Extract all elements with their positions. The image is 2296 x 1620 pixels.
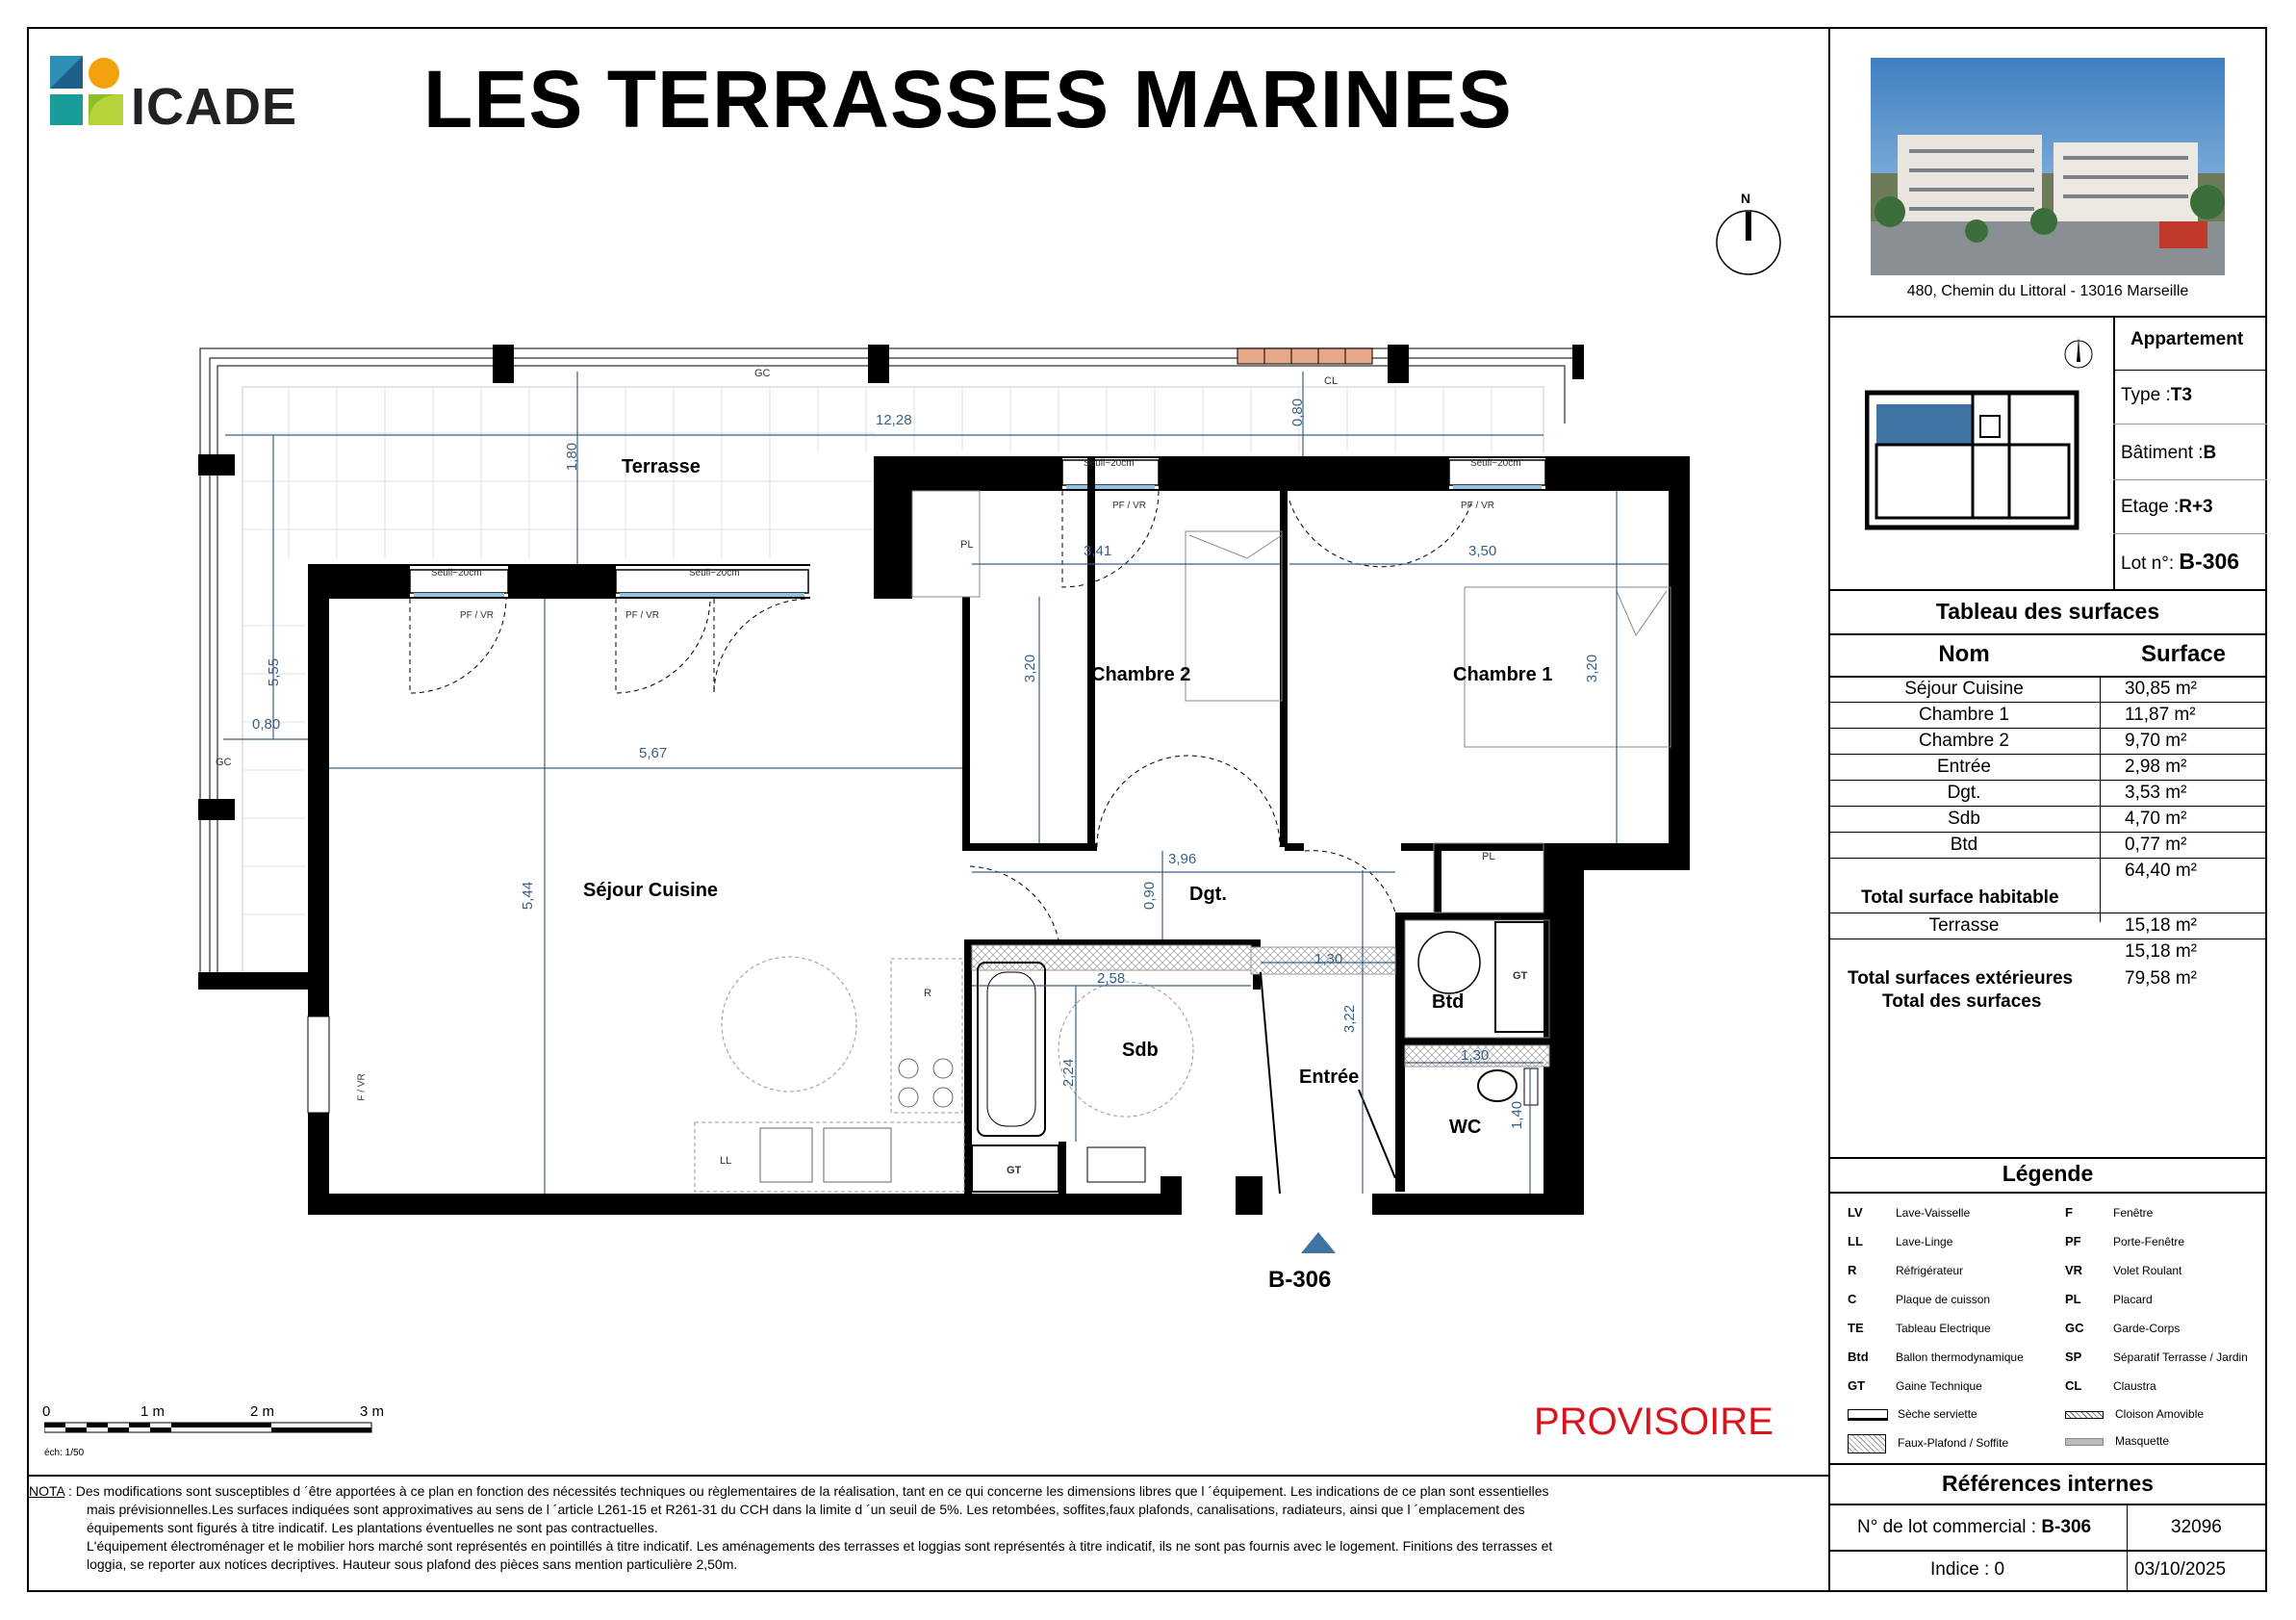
dimension-label: 0,80 — [252, 716, 281, 733]
type-row: Type :T3 — [2121, 385, 2192, 405]
placard-label: PL — [960, 539, 974, 551]
lot-marker-label: B-306 — [1268, 1267, 1332, 1293]
floor-row: Etage :R+3 — [2121, 497, 2213, 517]
legend-item: GT Gaine Technique — [1848, 1378, 1982, 1393]
index-row: Indice : 0 — [1930, 1559, 2005, 1580]
gc-label: GC — [216, 757, 232, 768]
scale-tick-3: 3 m — [360, 1403, 385, 1420]
room-chambre1-label: Chambre 1 — [1453, 664, 1553, 685]
col-name-header: Nom — [1938, 641, 1990, 667]
pfvr-label: PF / VR — [1112, 501, 1147, 511]
room-sejour-label: Séjour Cuisine — [583, 880, 719, 901]
threshold-label: Seuil~20cm — [1470, 458, 1521, 469]
dimension-label: 3,20 — [1584, 654, 1601, 683]
towel-dryer-icon — [1848, 1409, 1888, 1421]
dimension-label: 5,44 — [520, 881, 537, 911]
commercial-lot-row: N° de lot commercial : B-306 — [1857, 1517, 2092, 1537]
compass-small-icon — [2061, 333, 2096, 372]
dimension-label: 3,20 — [1022, 654, 1039, 683]
ref-divider — [2127, 1504, 2128, 1592]
ll-label: LL — [720, 1155, 732, 1167]
divider — [1828, 316, 2267, 318]
scale-tick-0: 0 — [42, 1403, 51, 1420]
dimension-label: 0,80 — [1289, 398, 1307, 427]
legend-item: Masquette — [2065, 1434, 2169, 1448]
surface-row: Entrée 2,98 m² — [1937, 757, 2187, 777]
threshold-label: Seuil~20cm — [1084, 458, 1135, 469]
dimension-label: 1,30 — [1461, 1047, 1490, 1064]
scale-bar — [44, 1421, 391, 1434]
gc-label: GC — [754, 368, 771, 379]
legend-item: VR Volet Roulant — [2065, 1263, 2182, 1277]
total-all-label: Total des surfaces — [1882, 991, 2042, 1012]
provisional-stamp: PROVISOIRE — [1534, 1401, 1773, 1443]
pfvr-label: PF / VR — [625, 610, 660, 621]
terrace-row: Terrasse 15,18 m² — [1928, 915, 2197, 936]
surface-row: Chambre 2 9,70 m² — [1919, 731, 2187, 751]
total-habitable-value: 64,40 m² — [2125, 861, 2197, 881]
legend-item: TE Tableau Electrique — [1848, 1321, 1991, 1335]
total-ext-label: Total surfaces extérieures — [1848, 968, 2074, 989]
legend-item: F Fenêtre — [2065, 1205, 2154, 1220]
legend-item: PF Porte-Fenêtre — [2065, 1234, 2185, 1248]
dimension-label: 1,40 — [1509, 1100, 1526, 1130]
r-label: R — [924, 988, 931, 999]
gt-label: GT — [1513, 970, 1528, 982]
reference-number: 32096 — [2171, 1517, 2222, 1537]
pfvr-label: PF / VR — [460, 610, 495, 621]
fvr-label: F / VR — [356, 1073, 368, 1101]
room-dgt-label: Dgt. — [1189, 884, 1227, 905]
building-row: Bâtiment :B — [2121, 443, 2217, 463]
masquette-icon — [2065, 1438, 2104, 1446]
dimension-label: 2,58 — [1097, 970, 1126, 987]
legend-item: Sèche serviette — [1848, 1407, 1977, 1421]
building-render-image — [1871, 58, 2225, 275]
surface-row: Sdb 4,70 m² — [1948, 809, 2187, 829]
room-terrasse-label: Terrasse — [622, 456, 701, 477]
pfvr-label: PF / VR — [1461, 501, 1495, 511]
dimension-label: 3,96 — [1168, 851, 1197, 867]
apartment-heading: Appartement — [2130, 329, 2244, 349]
total-habitable-label: Total surface habitable — [1861, 887, 2059, 908]
scale-ratio: éch: 1/50 — [44, 1448, 85, 1458]
floor-plan — [192, 337, 1694, 1299]
threshold-label: Seuil~20cm — [689, 568, 740, 579]
legend-item: SP Séparatif Terrasse / Jardin — [2065, 1350, 2248, 1364]
threshold-label: Seuil~20cm — [431, 568, 482, 579]
dimension-label: 1,30 — [1314, 951, 1343, 967]
legend-item: Faux-Plafond / Soffite — [1848, 1434, 2008, 1453]
dimension-label: 3,50 — [1468, 543, 1497, 559]
room-chambre2-label: Chambre 2 — [1091, 664, 1191, 685]
col-surface-header: Surface — [2140, 641, 2227, 667]
dimension-label: 5,55 — [266, 657, 283, 687]
info-box-border — [2113, 316, 2115, 589]
total-all-value: 79,58 m² — [2125, 968, 2197, 989]
cl-label: CL — [1324, 375, 1339, 387]
surface-row: Dgt. 3,53 m² — [1947, 783, 2187, 803]
legend-title: Légende — [2002, 1161, 2094, 1186]
dimension-label: 5,67 — [639, 745, 668, 761]
false-ceiling-icon — [1848, 1434, 1886, 1453]
total-ext-value: 15,18 m² — [2125, 941, 2197, 962]
dimension-label: 0,90 — [1141, 881, 1159, 911]
legend-item: Btd Ballon thermodynamique — [1848, 1350, 2024, 1364]
legend-item: GC Garde-Corps — [2065, 1321, 2181, 1335]
dimension-label: 12,28 — [876, 412, 912, 428]
legend-item: LV Lave-Vaisselle — [1848, 1205, 1971, 1220]
legend-item: C Plaque de cuisson — [1848, 1292, 1991, 1306]
room-wc-label: WC — [1449, 1117, 1482, 1138]
legend-item: Cloison Amovible — [2065, 1407, 2204, 1421]
legend-item: CL Claustra — [2065, 1378, 2156, 1393]
removable-partition-icon — [2065, 1411, 2104, 1419]
legend-item: PL Placard — [2065, 1292, 2153, 1306]
dimension-label: 2,24 — [1060, 1058, 1078, 1088]
scale-tick-2: 2 m — [250, 1403, 275, 1420]
icade-logo — [50, 56, 123, 125]
north-label: N — [1741, 191, 1751, 206]
surface-row: Chambre 1 11,87 m² — [1919, 705, 2196, 725]
dimension-label: 1,80 — [564, 442, 581, 472]
surface-row: Btd 0,77 m² — [1950, 835, 2187, 855]
logo-text: ICADE — [131, 78, 298, 136]
scale-tick-1: 1 m — [140, 1403, 166, 1420]
dimension-label: 3,41 — [1084, 543, 1112, 559]
lot-row: Lot n°: B-306 — [2121, 549, 2240, 574]
surface-row: Séjour Cuisine 30,85 m² — [1904, 679, 2197, 699]
address: 480, Chemin du Littoral - 13016 Marseille — [1906, 283, 2189, 299]
room-sdb-label: Sdb — [1122, 1040, 1159, 1061]
project-title: LES TERRASSES MARINES — [423, 54, 1513, 144]
key-plan — [1865, 383, 2080, 531]
legend-item: R Réfrigérateur — [1848, 1263, 1964, 1277]
legend-item: LL Lave-Linge — [1848, 1234, 1953, 1248]
nota-text: NOTA : Des modifications sont susceptibles d ´être apportées à ce plan en fonction des nécessités techniques ou règlementaires de la réalisation, tant en ce qui concerne les dimensions libres que l ´équipement. Les indications de ce plan sont essentielles mais prévisionnelles.Les surfaces indiquées sont approximatives au sens de l ´article L261-15 et R261-31 du CCH dans la limite d ´un seuil de 5%. Les retombées, soffites,faux plafonds, canalisations, radiateurs, ainsi que l ´emplacement des équipements sont figurés à titre indicatif. Les plantations éventuelles ne sont pas contractuelles. L'équipement électroménager et le mobilier hors marché sont représentés en pointillés à titre indicatif. Les aménagements des terrasses et loggias sont représentés à titre indicatif, ils ne sont pas fournis avec le logement. Finitions des terrasses et loggia, se reporter aux notices decriptives. Hauteur sous plafond des pièces sans mention particulière 2,50m. — [29, 1483, 1553, 1572]
references-title: Références internes — [1942, 1471, 2154, 1496]
gt-label: GT — [1007, 1165, 1022, 1176]
room-entree-label: Entrée — [1299, 1067, 1360, 1088]
room-btd-label: Btd — [1432, 991, 1465, 1013]
surfaces-title: Tableau des surfaces — [1935, 599, 2160, 624]
placard-label: PL — [1482, 851, 1495, 862]
dimension-label: 3,22 — [1341, 1004, 1359, 1034]
reference-date: 03/10/2025 — [2134, 1559, 2227, 1580]
